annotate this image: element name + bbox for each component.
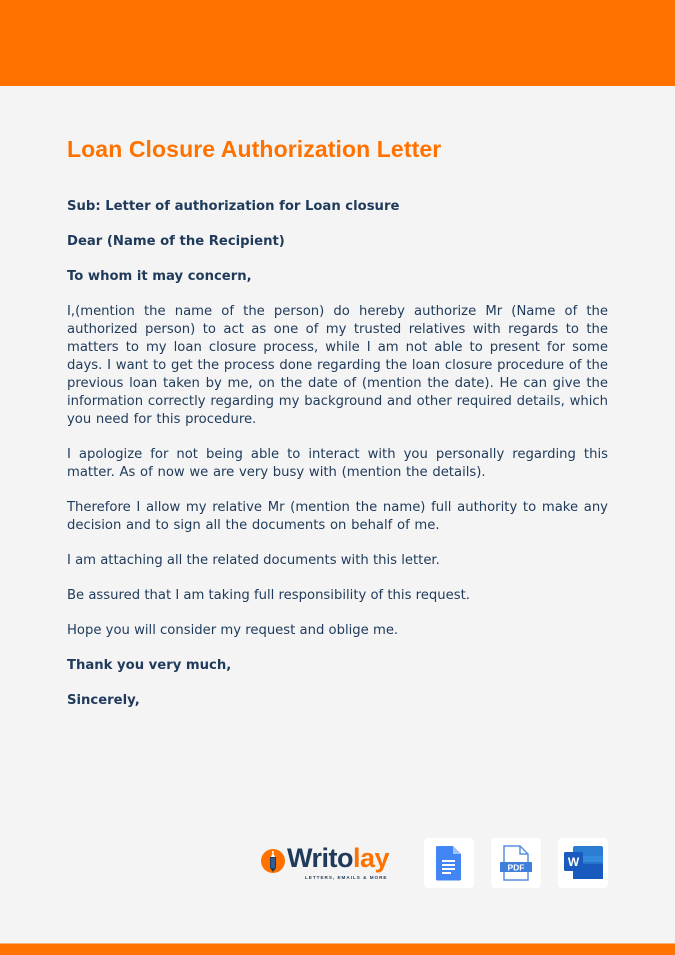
google-docs-download-button[interactable] — [424, 838, 474, 888]
letter-paragraph: I apologize for not being able to interact with you personally regarding this matter. As of now we are very busy with (mention the details). — [67, 447, 608, 480]
brand-logo[interactable] — [258, 843, 403, 884]
pdf-download-button[interactable] — [491, 838, 541, 888]
footer-bar — [0, 943, 675, 955]
letter-paragraph: Hope you will consider my request and oblige me. — [67, 623, 399, 638]
google-docs-icon — [424, 838, 474, 888]
document-title: Loan Closure Authorization Letter — [67, 136, 442, 162]
letter-paragraph: Therefore I allow my relative Mr (mention the name) full authority to make any decision and to sign all the documents on behalf of me. — [67, 500, 608, 533]
word-download-button[interactable] — [558, 838, 608, 888]
pencil-icon — [261, 849, 285, 873]
letter-body — [67, 198, 608, 727]
footer — [258, 838, 618, 888]
brand-tagline: LETTERS, EMAILS & MORE — [305, 875, 388, 880]
pdf-icon — [491, 838, 541, 888]
letter-opening: To whom it may concern, — [67, 269, 252, 284]
letter-paragraph: Be assured that I am taking full responsibility of this request. — [67, 588, 470, 603]
letter-closing: Sincerely, — [67, 693, 140, 708]
letter-thanks: Thank you very much, — [67, 658, 232, 673]
letter-paragraph: I,(mention the name of the person) do hereby authorize Mr (Name of the authorized person) to act as one of my trusted relatives with regards to the matters to my loan closure process, while I am not able to present for some days. I want to get the process done regarding the loan closure procedure of the previous loan taken by me, on the date of (mention the date). He can give the information correctly regarding my background and other required details, which you need for this procedure. — [67, 304, 608, 427]
header-bar — [0, 0, 675, 86]
brand-name: Writolay — [287, 843, 390, 873]
letter-paragraph: I am attaching all the related documents with this letter. — [67, 553, 440, 568]
svg-text:PDF: PDF — [507, 862, 525, 873]
letter-subject: Sub: Letter of authorization for Loan closure — [67, 199, 400, 214]
svg-text:W: W — [567, 855, 580, 869]
letter-salutation: Dear (Name of the Recipient) — [67, 234, 285, 249]
word-icon — [558, 838, 608, 888]
